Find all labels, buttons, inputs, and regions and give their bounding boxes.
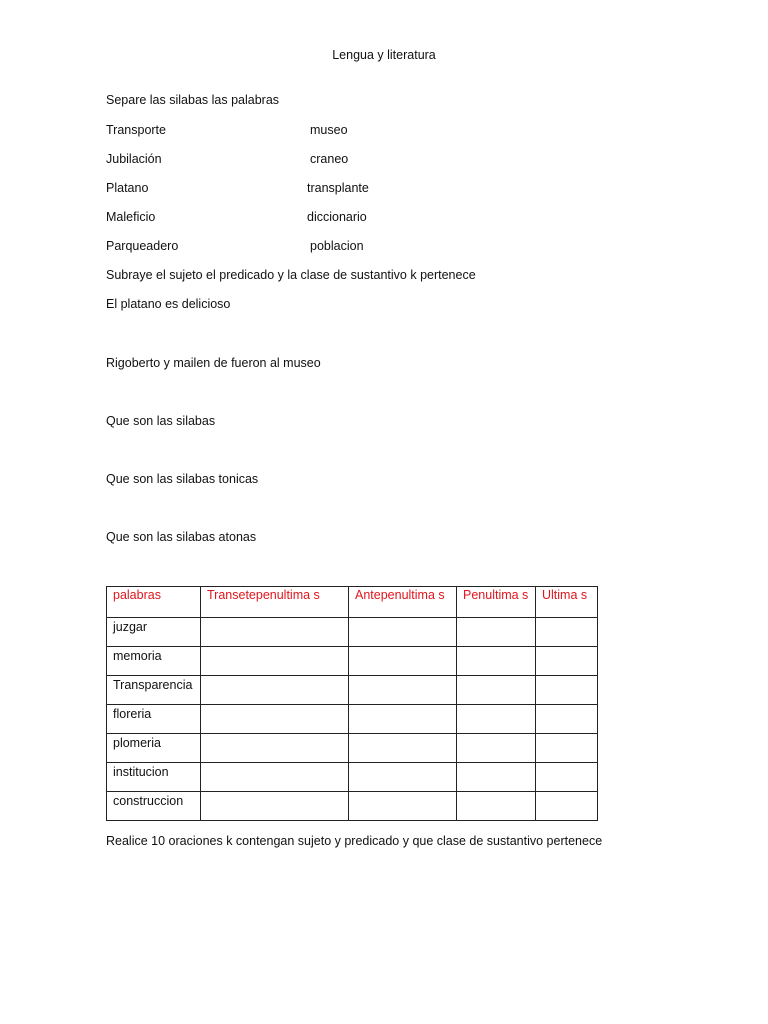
blank-cell: [457, 734, 536, 763]
word-right-2: craneo: [310, 152, 349, 166]
blank-cell: [349, 792, 457, 821]
header-penultimate: Penultima s: [457, 587, 536, 618]
table-row: [107, 647, 598, 676]
word-right-1: museo: [310, 123, 348, 137]
blank-cell: [457, 763, 536, 792]
table-row: [107, 734, 598, 763]
blank-cell: [536, 676, 598, 705]
table-row: [107, 763, 598, 792]
blank-cell: [201, 705, 349, 734]
blank-cell: [201, 792, 349, 821]
blank-cell: [349, 705, 457, 734]
table-row: [107, 676, 598, 705]
table-header-row: [107, 587, 598, 618]
instruction-underline: Subraye el sujeto el predicado y la clase de sustantivo k pertenece: [106, 268, 476, 282]
table-row: [107, 618, 598, 647]
blank-cell: [349, 734, 457, 763]
word-left-4: Maleficio: [106, 210, 156, 224]
blank-cell: [349, 676, 457, 705]
word-left-1: Transporte: [106, 123, 166, 137]
word-cell: institucion: [107, 763, 201, 792]
sentence-2: Rigoberto y mailen de fueron al museo: [106, 356, 321, 370]
blank-cell: [201, 763, 349, 792]
blank-cell: [201, 676, 349, 705]
blank-cell: [457, 618, 536, 647]
word-cell: Transparencia: [107, 676, 201, 705]
word-cell: juzgar: [107, 618, 201, 647]
table-row: [107, 792, 598, 821]
blank-cell: [536, 763, 598, 792]
header-last: Ultima s: [536, 587, 598, 618]
blank-cell: [536, 647, 598, 676]
word-right-4: diccionario: [307, 210, 367, 224]
sentence-1: El platano es delicioso: [106, 297, 231, 311]
header-preantepenultimate: Transetepenultima s: [201, 587, 349, 618]
blank-cell: [201, 734, 349, 763]
word-right-3: transplante: [307, 181, 369, 195]
blank-cell: [536, 705, 598, 734]
blank-cell: [201, 618, 349, 647]
word-cell: construccion: [107, 792, 201, 821]
word-cell: memoria: [107, 647, 201, 676]
blank-cell: [457, 705, 536, 734]
syllable-table: [106, 586, 598, 821]
word-left-3: Platano: [106, 181, 149, 195]
document-title: Lengua y literatura: [332, 48, 436, 62]
word-left-2: Jubilación: [106, 152, 162, 166]
blank-cell: [536, 618, 598, 647]
word-cell: plomeria: [107, 734, 201, 763]
blank-cell: [457, 792, 536, 821]
instruction-write-sentences: Realice 10 oraciones k contengan sujeto y predicado y que clase de sustantivo pertenece: [106, 834, 603, 848]
question-1: Que son las silabas: [106, 414, 216, 428]
header-words: palabras: [107, 587, 201, 618]
word-left-5: Parqueadero: [106, 239, 179, 253]
instruction-separate-syllables: Separe las silabas las palabras: [106, 93, 280, 107]
table-row: [107, 705, 598, 734]
blank-cell: [457, 647, 536, 676]
blank-cell: [536, 734, 598, 763]
question-2: Que son las silabas tonicas: [106, 472, 259, 486]
blank-cell: [457, 676, 536, 705]
header-antepenultimate: Antepenultima s: [349, 587, 457, 618]
question-3: Que son las silabas atonas: [106, 530, 257, 544]
blank-cell: [536, 792, 598, 821]
blank-cell: [349, 618, 457, 647]
word-cell: floreria: [107, 705, 201, 734]
blank-cell: [201, 647, 349, 676]
word-right-5: poblacion: [310, 239, 364, 253]
blank-cell: [349, 647, 457, 676]
blank-cell: [349, 763, 457, 792]
